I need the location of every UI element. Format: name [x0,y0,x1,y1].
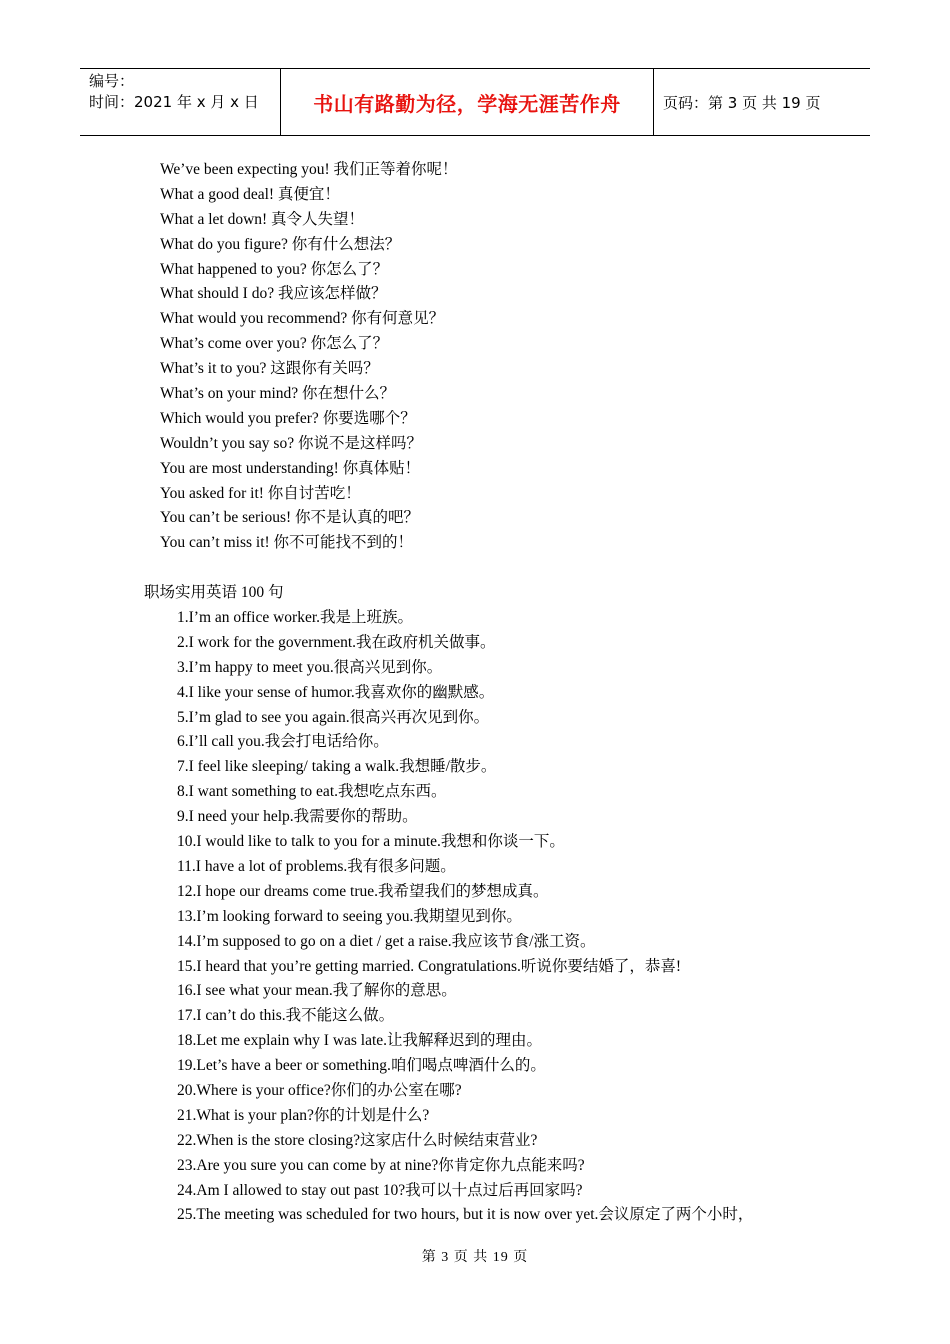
sentence-line: 24.Am I allowed to stay out past 10?我可以十点过后再回家吗? [177,1181,583,1199]
phrase-line: What a let down! 真令人失望！ [160,210,365,228]
phrase-line: What do you figure? 你有什么想法？ [160,235,401,253]
phrase-line: We’ve been expecting you! 我们正等着你呢！ [160,161,458,178]
sentence-line: 3.I’m happy to meet you.很高兴见到你。 [177,658,443,676]
sentence-line: 5.I’m glad to see you again.很高兴再次见到你。 [177,708,490,726]
phrase-line: You can’t miss it! 你不可能找不到的！ [160,534,414,552]
header-page-label: 页码：第 3 页 共 19 页 [663,93,821,112]
sentence-line: 6.I’ll call you.我会打电话给你。 [177,733,389,751]
phrase-line: What would you recommend? 你有何意见？ [160,310,445,328]
sentence-line: 19.Let’s have a beer or something.咱们喝点啤酒什么的。 [177,1057,546,1075]
sentence-line: 22.When is the store closing?这家店什么时候结束营业? [177,1131,538,1149]
sentence-line: 4.I like your sense of humor.我喜欢你的幽默感。 [177,683,495,701]
sentence-line: 23.Are you sure you can come by at nine?你肯定你九点能来吗? [177,1156,585,1174]
section-title: 职场实用英语 100 句 [144,584,284,602]
page-header [80,68,870,136]
sentence-line: 2.I work for the government.我在政府机关做事。 [177,633,496,651]
sentence-line: 10.I would like to talk to you for a minute.我想和你谈一下。 [177,833,565,851]
sentence-line: 12.I hope our dreams come true.我希望我们的梦想成真。 [177,882,549,900]
sentence-line: 7.I feel like sleeping/ taking a walk.我想睡/散步。 [177,758,497,776]
phrase-line: What’s come over you? 你怎么了？ [160,335,389,353]
phrase-line: What a good deal! 真便宜！ [160,185,340,203]
phrase-line: Which would you prefer? 你要选哪个？ [160,409,416,427]
sentence-line: 11.I have a lot of problems.我有很多问题。 [177,857,456,875]
sentence-line: 9.I need your help.我需要你的帮助。 [177,808,418,826]
page-footer: 第 3 页 共 19 页 [421,1250,529,1265]
sentence-line: 20.Where is your office?你们的办公室在哪? [177,1081,462,1099]
phrase-line: You asked for it! 你自讨苦吃！ [160,484,361,502]
sentence-line: 16.I see what your mean.我了解你的意思。 [177,982,457,1000]
phrase-list [0,158,950,556]
sentence-line: 13.I’m looking forward to seeing you.我期望见到你。 [177,907,522,925]
sentence-line: 1.I’m an office worker.我是上班族。 [177,609,414,627]
document-date-label: 时间：2021 年 x 月 x 日 [89,93,259,111]
sentence-line: 8.I want something to eat.我想吃点东西。 [177,783,447,801]
sentence-list [0,606,950,1228]
phrase-line: What’s on your mind? 你在想什么？ [160,385,396,403]
phrase-line: You can’t be serious! 你不是认真的吧？ [160,509,420,527]
sentence-line: 25.The meeting was scheduled for two hours, but it is now over yet.会议原定了两个小时， [177,1206,754,1224]
sentence-line: 18.Let me explain why I was late.让我解释迟到的理由。 [177,1032,543,1050]
phrase-line: What should I do? 我应该怎样做？ [160,285,387,303]
phrase-line: What’s it to you? 这跟你有关吗？ [160,360,379,378]
sentence-line: 15.I heard that you’re getting married. Congratulations.听说你要结婚了，恭喜! [177,957,682,975]
sentence-line: 17.I can’t do this.我不能这么做。 [177,1007,395,1025]
document-body [0,158,950,1228]
sentence-line: 21.What is your plan?你的计划是什么? [177,1106,430,1124]
phrase-line: Wouldn’t you say so? 你说不是这样吗？ [160,434,422,452]
phrase-line: What happened to you? 你怎么了？ [160,260,389,278]
sentence-line: 14.I’m supposed to go on a diet / get a raise.我应该节食/涨工资。 [177,932,596,950]
header-info-cell [80,69,281,135]
document-number-label: 编号： [89,72,135,90]
phrase-line: You are most understanding! 你真体贴！ [160,459,421,477]
header-motto: 书山有路勤为径，学海无涯苦作舟 [281,69,654,135]
